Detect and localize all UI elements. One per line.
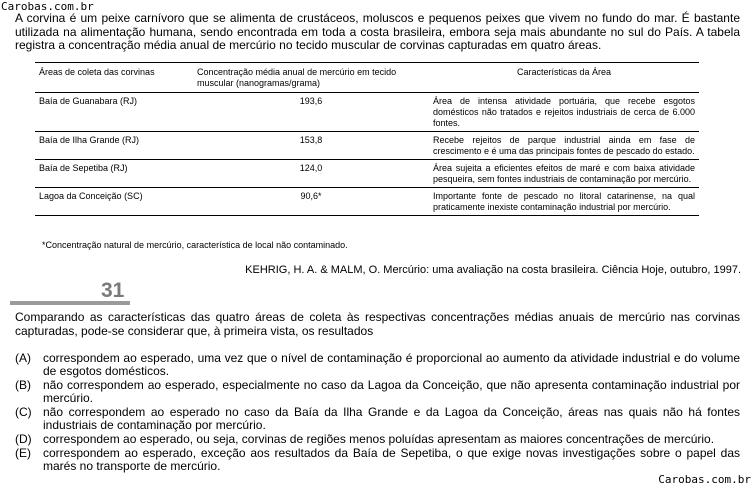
cell-desc: Área de intensa atividade portuária, que recebe esgotos domésticos não tratados e rejeitos industriais de cerca de 6.000 fontes. xyxy=(429,93,699,132)
header-area: Áreas de coleta das corvinas xyxy=(35,63,193,93)
table-footnote: *Concentração natural de mercúrio, característica de local não contaminado. xyxy=(42,240,348,250)
watermark-bottom: Carobas.com.br xyxy=(658,473,751,486)
mercury-table xyxy=(35,62,699,216)
option-a[interactable] xyxy=(15,352,740,378)
cell-area: Lagoa da Conceição (SC) xyxy=(35,188,193,216)
option-text: correspondem ao esperado, ou seja, corvinas de regiões menos poluídas apresentam as maiores concentrações de mercúrio. xyxy=(43,432,715,446)
table-row xyxy=(35,93,699,132)
source-citation: KEHRIG, H. A. & MALM, O. Mercúrio: uma avaliação na costa brasileira. Ciência Hoje, outubro, 1997. xyxy=(245,264,741,276)
option-letter: (E) xyxy=(15,446,31,460)
watermark-top: Carobas.com.br xyxy=(1,0,94,13)
option-letter: (A) xyxy=(15,351,31,365)
option-text: não correspondem ao esperado no caso da Baía da Ilha Grande e da Lagoa da Conceição, áreas nas quais não há fontes industriais de contaminação por mercúrio. xyxy=(43,405,740,432)
table-row xyxy=(35,160,699,188)
option-c[interactable] xyxy=(15,406,740,432)
cell-value: 90,6* xyxy=(193,188,429,216)
answer-options xyxy=(15,352,740,474)
cell-desc: Importante fonte de pescado no litoral catarinense, na qual praticamente inexiste contaminação industrial por mercúrio. xyxy=(429,188,699,216)
table-row xyxy=(35,132,699,160)
header-concentration: Concentração média anual de mercúrio em tecido muscular (nanogramas/grama) xyxy=(193,63,429,93)
option-d[interactable] xyxy=(15,433,740,446)
option-e[interactable] xyxy=(15,447,740,473)
cell-area: Baía de Sepetiba (RJ) xyxy=(35,160,193,188)
cell-area: Baía de Guanabara (RJ) xyxy=(35,93,193,132)
option-letter: (D) xyxy=(15,432,32,446)
option-b[interactable] xyxy=(15,379,740,405)
question-number: 31 xyxy=(101,279,125,302)
cell-area: Baía de Ilha Grande (RJ) xyxy=(35,132,193,160)
option-letter: (B) xyxy=(15,378,31,392)
option-text: correspondem ao esperado, exceção aos resultados da Baía de Sepetiba, o que exige novas investigações sobre o papel das marés no transporte de mercúrio. xyxy=(43,446,740,473)
option-text: correspondem ao esperado, uma vez que o nível de contaminação é proporcional ao aumento da atividade industrial e do volume de esgotos domésticos. xyxy=(43,351,740,378)
intro-paragraph: A corvina é um peixe carnívoro que se alimenta de crustáceos, moluscos e pequenos peixes que vivem no fundo do mar. É bastante utilizada na alimentação humana, sendo encontrada em toda a costa brasileira, embora seja mais abundante no sul do País. A tabela registra a concentração média anual de mercúrio no tecido muscular de corvinas capturadas em quatro áreas. xyxy=(15,11,740,52)
header-characteristics: Características da Área xyxy=(429,63,699,93)
table-row xyxy=(35,188,699,216)
cell-value: 153,8 xyxy=(193,132,429,160)
option-text: não correspondem ao esperado, especialmente no caso da Lagoa da Conceição, que não apresenta contaminação industrial por mercúrio. xyxy=(43,378,740,405)
table-header-row xyxy=(35,63,699,93)
cell-desc: Recebe rejeitos de parque industrial ainda em fase de crescimento e é uma das principais fontes de pescado do estado. xyxy=(429,132,699,160)
cell-value: 124,0 xyxy=(193,160,429,188)
cell-desc: Área sujeita a eficientes efeitos de maré e com baixa atividade pesqueira, sem fontes industriais de contaminação por mercúrio. xyxy=(429,160,699,188)
cell-value: 193,6 xyxy=(193,93,429,132)
question-stem: Comparando as características das quatro áreas de coleta às respectivas concentrações médias anuais de mercúrio nas corvinas capturadas, pode-se considerar que, à primeira vista, os resultados xyxy=(15,310,740,338)
option-letter: (C) xyxy=(15,405,32,419)
